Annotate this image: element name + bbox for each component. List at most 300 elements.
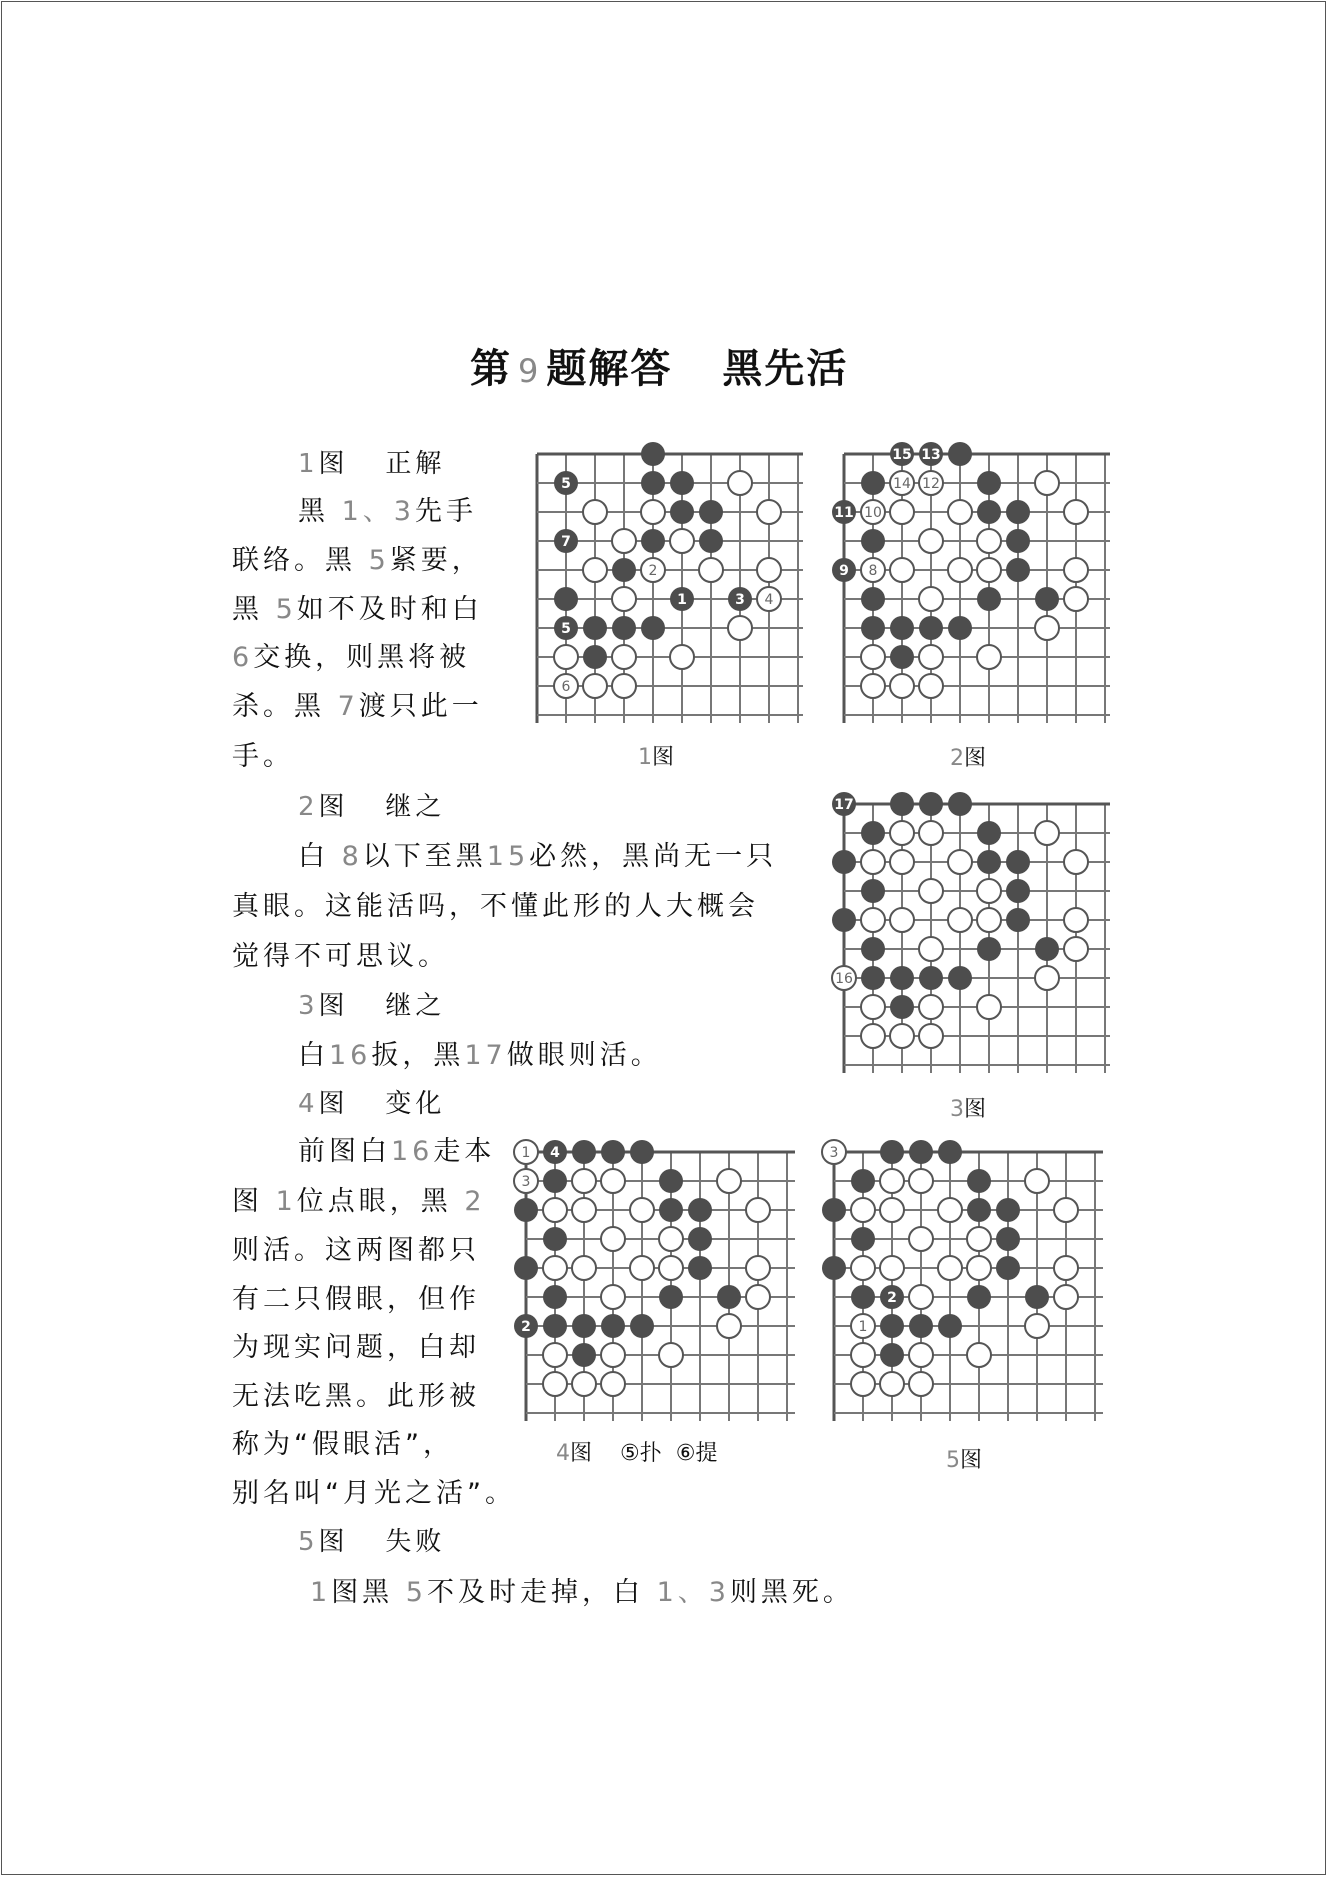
caption-fig2: 2图 (950, 746, 987, 771)
text-run: 真眼。这能活吗，不懂此形的人大概会 (232, 891, 759, 922)
fig1-text-line (298, 495, 477, 529)
text-run: 走本 (433, 1136, 496, 1167)
black-stone (612, 616, 636, 640)
black-stone (514, 1256, 538, 1280)
white-stone (543, 1256, 567, 1280)
text-run: 6 (232, 642, 254, 673)
text-run: 1 (341, 496, 363, 527)
black-stone (948, 442, 972, 466)
white-stone (543, 1198, 567, 1222)
white-stone (890, 1024, 914, 1048)
white-stone (967, 1256, 991, 1280)
black-stone (641, 471, 665, 495)
text-run: 则活。这两图都只 (232, 1235, 480, 1266)
black-stone (880, 1140, 904, 1164)
text-run: 17 (464, 1040, 507, 1071)
black-stone (996, 1198, 1020, 1222)
white-stone (601, 1169, 625, 1193)
text-run: 白 (298, 1040, 329, 1071)
fig3-text-line (298, 1039, 662, 1073)
white-stone (1064, 937, 1088, 961)
black-stone (909, 1140, 933, 1164)
text-run: 无法吃黑。此形被 (232, 1381, 480, 1412)
text-run: 5 (275, 594, 297, 625)
text-run: 黑 (298, 496, 342, 527)
black-stone (514, 1198, 538, 1222)
white-stone (757, 500, 781, 524)
white-stone (1064, 500, 1088, 524)
fig1-text-line (232, 641, 470, 675)
black-stone (543, 1227, 567, 1251)
black-stone (890, 792, 914, 816)
white-stone (1035, 821, 1059, 845)
white-stone (717, 1314, 741, 1338)
white-stone (851, 1256, 875, 1280)
move-number: 2 (521, 1319, 531, 1335)
text-run: 有二只假眼，但作 (232, 1284, 480, 1315)
black-stone (1035, 937, 1059, 961)
move-number: 1 (858, 1319, 868, 1335)
white-stone (861, 645, 885, 669)
black-stone (1006, 500, 1030, 524)
fig4-heading: 4图 变化 (298, 1089, 446, 1119)
black-stone (861, 937, 885, 961)
black-stone (699, 529, 723, 553)
white-stone (612, 674, 636, 698)
text-run: 联络。黑 (232, 545, 369, 576)
black-stone (977, 937, 1001, 961)
black-stone (861, 471, 885, 495)
black-stone (861, 529, 885, 553)
white-stone (728, 471, 752, 495)
white-stone (601, 1372, 625, 1396)
black-stone (543, 1285, 567, 1309)
white-stone (612, 587, 636, 611)
black-stone (641, 529, 665, 553)
fig1-text-line (232, 690, 483, 724)
text-run: 15 (486, 841, 530, 872)
white-stone (919, 587, 943, 611)
white-stone (977, 558, 1001, 582)
white-stone (659, 1256, 683, 1280)
white-stone (851, 1198, 875, 1222)
move-number: 15 (892, 447, 912, 463)
black-stone (688, 1198, 712, 1222)
white-stone (948, 500, 972, 524)
black-stone (572, 1314, 596, 1338)
text-run: 交换，则黑将被 (253, 642, 471, 673)
white-stone (909, 1372, 933, 1396)
black-stone (861, 587, 885, 611)
black-stone (1006, 850, 1030, 874)
black-stone (977, 850, 1001, 874)
black-stone (880, 1314, 904, 1338)
black-stone (948, 616, 972, 640)
black-stone (543, 1314, 567, 1338)
black-stone (717, 1285, 741, 1309)
white-stone (919, 937, 943, 961)
white-stone (967, 1343, 991, 1367)
move-number: 11 (834, 505, 854, 521)
black-stone (948, 966, 972, 990)
black-stone (832, 908, 856, 932)
fig4-text-line (232, 1477, 516, 1511)
white-stone (919, 1024, 943, 1048)
text-run: 位点眼，黑 (296, 1186, 465, 1217)
white-stone (909, 1343, 933, 1367)
black-stone (1006, 529, 1030, 553)
move-number: 5 (561, 476, 571, 492)
white-stone (630, 1198, 654, 1222)
white-stone (670, 529, 694, 553)
white-stone (919, 674, 943, 698)
go-board-3 (830, 790, 1110, 1080)
text-run: 紧要， (389, 545, 483, 576)
black-stone (861, 879, 885, 903)
white-stone (1035, 471, 1059, 495)
note-mark-6: ⑥ (675, 1441, 696, 1466)
white-stone (880, 1372, 904, 1396)
white-stone (977, 995, 1001, 1019)
black-stone (641, 442, 665, 466)
white-stone (601, 1285, 625, 1309)
black-stone (938, 1314, 962, 1338)
white-stone (851, 1343, 875, 1367)
white-stone (699, 558, 723, 582)
white-stone (938, 1198, 962, 1222)
white-stone (948, 908, 972, 932)
black-stone (909, 1314, 933, 1338)
white-stone (630, 1256, 654, 1280)
black-stone (670, 471, 694, 495)
text-run: 8 (341, 841, 363, 872)
white-stone (919, 529, 943, 553)
white-stone (1054, 1198, 1078, 1222)
white-stone (890, 821, 914, 845)
white-stone (1064, 587, 1088, 611)
black-stone (890, 645, 914, 669)
move-number: 10 (864, 505, 882, 521)
white-stone (851, 1372, 875, 1396)
text-run: 以下至黑 (362, 841, 487, 872)
move-number: 2 (648, 563, 658, 579)
black-stone (659, 1285, 683, 1309)
black-stone (977, 500, 1001, 524)
white-stone (583, 500, 607, 524)
text-run: 渡只此一 (358, 691, 483, 722)
black-stone (572, 1140, 596, 1164)
white-stone (1035, 966, 1059, 990)
black-stone (1025, 1285, 1049, 1309)
black-stone (977, 821, 1001, 845)
white-stone (967, 1227, 991, 1251)
fig4-text-line (232, 1380, 480, 1414)
black-stone (670, 500, 694, 524)
white-stone (1025, 1169, 1049, 1193)
white-stone (746, 1198, 770, 1222)
white-stone (728, 616, 752, 640)
white-stone (890, 850, 914, 874)
text-run: 1 (310, 1577, 332, 1608)
white-stone (601, 1227, 625, 1251)
move-number: 1 (677, 592, 687, 608)
white-stone (641, 500, 665, 524)
black-stone (630, 1140, 654, 1164)
text-run: 3 (708, 1577, 730, 1608)
black-stone (967, 1169, 991, 1193)
white-stone (948, 558, 972, 582)
black-stone (919, 616, 943, 640)
white-stone (919, 821, 943, 845)
fig1-heading: 1图 正解 (298, 449, 446, 479)
move-number: 17 (834, 797, 854, 813)
fig2-heading: 2图 继之 (298, 792, 446, 822)
white-stone (572, 1372, 596, 1396)
white-stone (890, 674, 914, 698)
text-run: 做眼则活。 (506, 1040, 662, 1071)
white-stone (919, 879, 943, 903)
white-stone (919, 645, 943, 669)
white-stone (1064, 908, 1088, 932)
go-board-1 (523, 440, 803, 730)
fig1-text-line (232, 740, 294, 774)
black-stone (659, 1169, 683, 1193)
go-board-2 (830, 440, 1110, 730)
white-stone (1054, 1285, 1078, 1309)
white-stone (659, 1227, 683, 1251)
move-number: 4 (550, 1145, 560, 1161)
move-number: 3 (521, 1174, 531, 1190)
text-run: 杀。黑 (232, 691, 338, 722)
text-run: 白 (298, 841, 342, 872)
fig2-text-line (232, 940, 449, 974)
move-number: 4 (764, 592, 774, 608)
fig5-text-line (310, 1576, 854, 1610)
black-stone (822, 1256, 846, 1280)
black-stone (977, 587, 1001, 611)
fig4-text-line (232, 1428, 454, 1462)
fig5-heading: 5图 失败 (298, 1527, 446, 1557)
caption-fig3: 3图 (950, 1097, 987, 1122)
white-stone (757, 558, 781, 582)
fig2-text-line (232, 890, 759, 924)
white-stone (543, 1343, 567, 1367)
go-board-4 (512, 1138, 802, 1428)
white-stone (1035, 616, 1059, 640)
black-stone (612, 558, 636, 582)
white-stone (977, 879, 1001, 903)
fig1-text-line (232, 544, 483, 578)
text-run: 别名叫“月光之活”。 (232, 1478, 516, 1509)
white-stone (717, 1169, 741, 1193)
black-stone (583, 645, 607, 669)
white-stone (880, 1256, 904, 1280)
white-stone (909, 1227, 933, 1251)
text-run: 前图白 (298, 1136, 391, 1167)
text-run: 3 (393, 496, 415, 527)
white-stone (583, 558, 607, 582)
white-stone (977, 529, 1001, 553)
text-run: 16 (329, 1040, 372, 1071)
text-run: 2 (464, 1186, 486, 1217)
move-number: 5 (561, 621, 571, 637)
move-number: 9 (839, 563, 849, 579)
white-stone (572, 1169, 596, 1193)
move-number: 7 (561, 534, 571, 550)
black-stone (822, 1198, 846, 1222)
white-stone (1054, 1256, 1078, 1280)
move-number: 13 (921, 447, 941, 463)
white-stone (554, 645, 578, 669)
caption-fig4: 4图 ⑤扑 ⑥提 (556, 1441, 718, 1466)
black-stone (880, 1343, 904, 1367)
text-run: 5 (368, 545, 390, 576)
page-title: 第 9 题解答 黑先活 (470, 346, 849, 392)
white-stone (880, 1198, 904, 1222)
move-number: 3 (735, 592, 745, 608)
text-run: 、 (362, 496, 394, 527)
white-stone (583, 674, 607, 698)
black-stone (967, 1198, 991, 1222)
white-stone (601, 1343, 625, 1367)
black-stone (641, 616, 665, 640)
fig2-text-line (298, 840, 777, 874)
text-run: 觉得不可思议。 (232, 941, 449, 972)
move-number: 14 (893, 476, 911, 492)
black-stone (1006, 558, 1030, 582)
white-stone (861, 674, 885, 698)
black-stone (890, 966, 914, 990)
text-run: 不及时走掉，白 (426, 1577, 657, 1608)
white-stone (890, 908, 914, 932)
text-run: 手。 (232, 741, 294, 772)
white-stone (909, 1169, 933, 1193)
text-run: 扳，黑 (371, 1040, 465, 1071)
text-run: 5 (405, 1577, 427, 1608)
black-stone (938, 1140, 962, 1164)
white-stone (1064, 850, 1088, 874)
black-stone (996, 1256, 1020, 1280)
fig4-text-line (232, 1234, 480, 1268)
black-stone (601, 1314, 625, 1338)
black-stone (977, 471, 1001, 495)
move-number: 2 (887, 1290, 897, 1306)
black-stone (554, 587, 578, 611)
move-number: 8 (868, 563, 878, 579)
white-stone (543, 1372, 567, 1396)
text-run: 则黑死。 (729, 1577, 854, 1608)
black-stone (699, 500, 723, 524)
white-stone (977, 645, 1001, 669)
text-run: 16 (391, 1136, 434, 1167)
text-run: 1 (656, 1577, 678, 1608)
black-stone (688, 1227, 712, 1251)
black-stone (919, 966, 943, 990)
black-stone (1006, 908, 1030, 932)
black-stone (543, 1169, 567, 1193)
text-run: 黑 (232, 594, 276, 625)
black-stone (861, 616, 885, 640)
black-stone (630, 1314, 654, 1338)
white-stone (612, 645, 636, 669)
black-stone (572, 1343, 596, 1367)
fig4-text-line (298, 1135, 495, 1169)
black-stone (1035, 587, 1059, 611)
white-stone (670, 645, 694, 669)
black-stone (861, 966, 885, 990)
white-stone (746, 1256, 770, 1280)
white-stone (861, 850, 885, 874)
black-stone (688, 1256, 712, 1280)
black-stone (996, 1227, 1020, 1251)
text-run: 7 (337, 691, 359, 722)
white-stone (861, 1024, 885, 1048)
black-stone (851, 1169, 875, 1193)
white-stone (572, 1198, 596, 1222)
white-stone (919, 995, 943, 1019)
white-stone (861, 995, 885, 1019)
white-stone (938, 1256, 962, 1280)
note-mark-5: ⑤ (620, 1441, 640, 1466)
white-stone (890, 500, 914, 524)
fig4-text-line (232, 1283, 480, 1317)
black-stone (919, 792, 943, 816)
black-stone (967, 1285, 991, 1309)
fig1-text-line (232, 593, 483, 627)
white-stone (612, 529, 636, 553)
black-stone (948, 792, 972, 816)
move-number: 3 (829, 1145, 839, 1161)
text-run: 1 (275, 1186, 297, 1217)
text-run: 图 (232, 1186, 276, 1217)
black-stone (851, 1227, 875, 1251)
black-stone (601, 1140, 625, 1164)
black-stone (1006, 879, 1030, 903)
white-stone (948, 850, 972, 874)
white-stone (861, 908, 885, 932)
white-stone (880, 1169, 904, 1193)
black-stone (832, 850, 856, 874)
text-run: 必然，黑尚无一只 (529, 841, 778, 872)
move-number: 12 (922, 476, 940, 492)
text-run: 先手 (414, 496, 477, 527)
white-stone (977, 908, 1001, 932)
text-run: 为现实问题，白却 (232, 1332, 480, 1363)
move-number: 16 (835, 971, 853, 987)
text-run: 图黑 (331, 1577, 406, 1608)
go-board-5 (820, 1138, 1110, 1428)
fig3-heading: 3图 继之 (298, 991, 446, 1021)
white-stone (659, 1343, 683, 1367)
white-stone (1064, 558, 1088, 582)
text-run: 称为“假眼活”， (232, 1429, 454, 1460)
black-stone (890, 995, 914, 1019)
white-stone (909, 1285, 933, 1309)
black-stone (659, 1198, 683, 1222)
caption-fig1: 1图 (638, 745, 675, 770)
black-stone (861, 821, 885, 845)
move-number: 1 (521, 1145, 531, 1161)
caption-fig5: 5图 (946, 1448, 983, 1473)
move-number: 6 (561, 679, 571, 695)
black-stone (583, 616, 607, 640)
white-stone (1025, 1314, 1049, 1338)
text-run: 如不及时和白 (296, 594, 483, 625)
white-stone (572, 1256, 596, 1280)
black-stone (890, 616, 914, 640)
black-stone (851, 1285, 875, 1309)
text-run: 、 (677, 1577, 709, 1608)
